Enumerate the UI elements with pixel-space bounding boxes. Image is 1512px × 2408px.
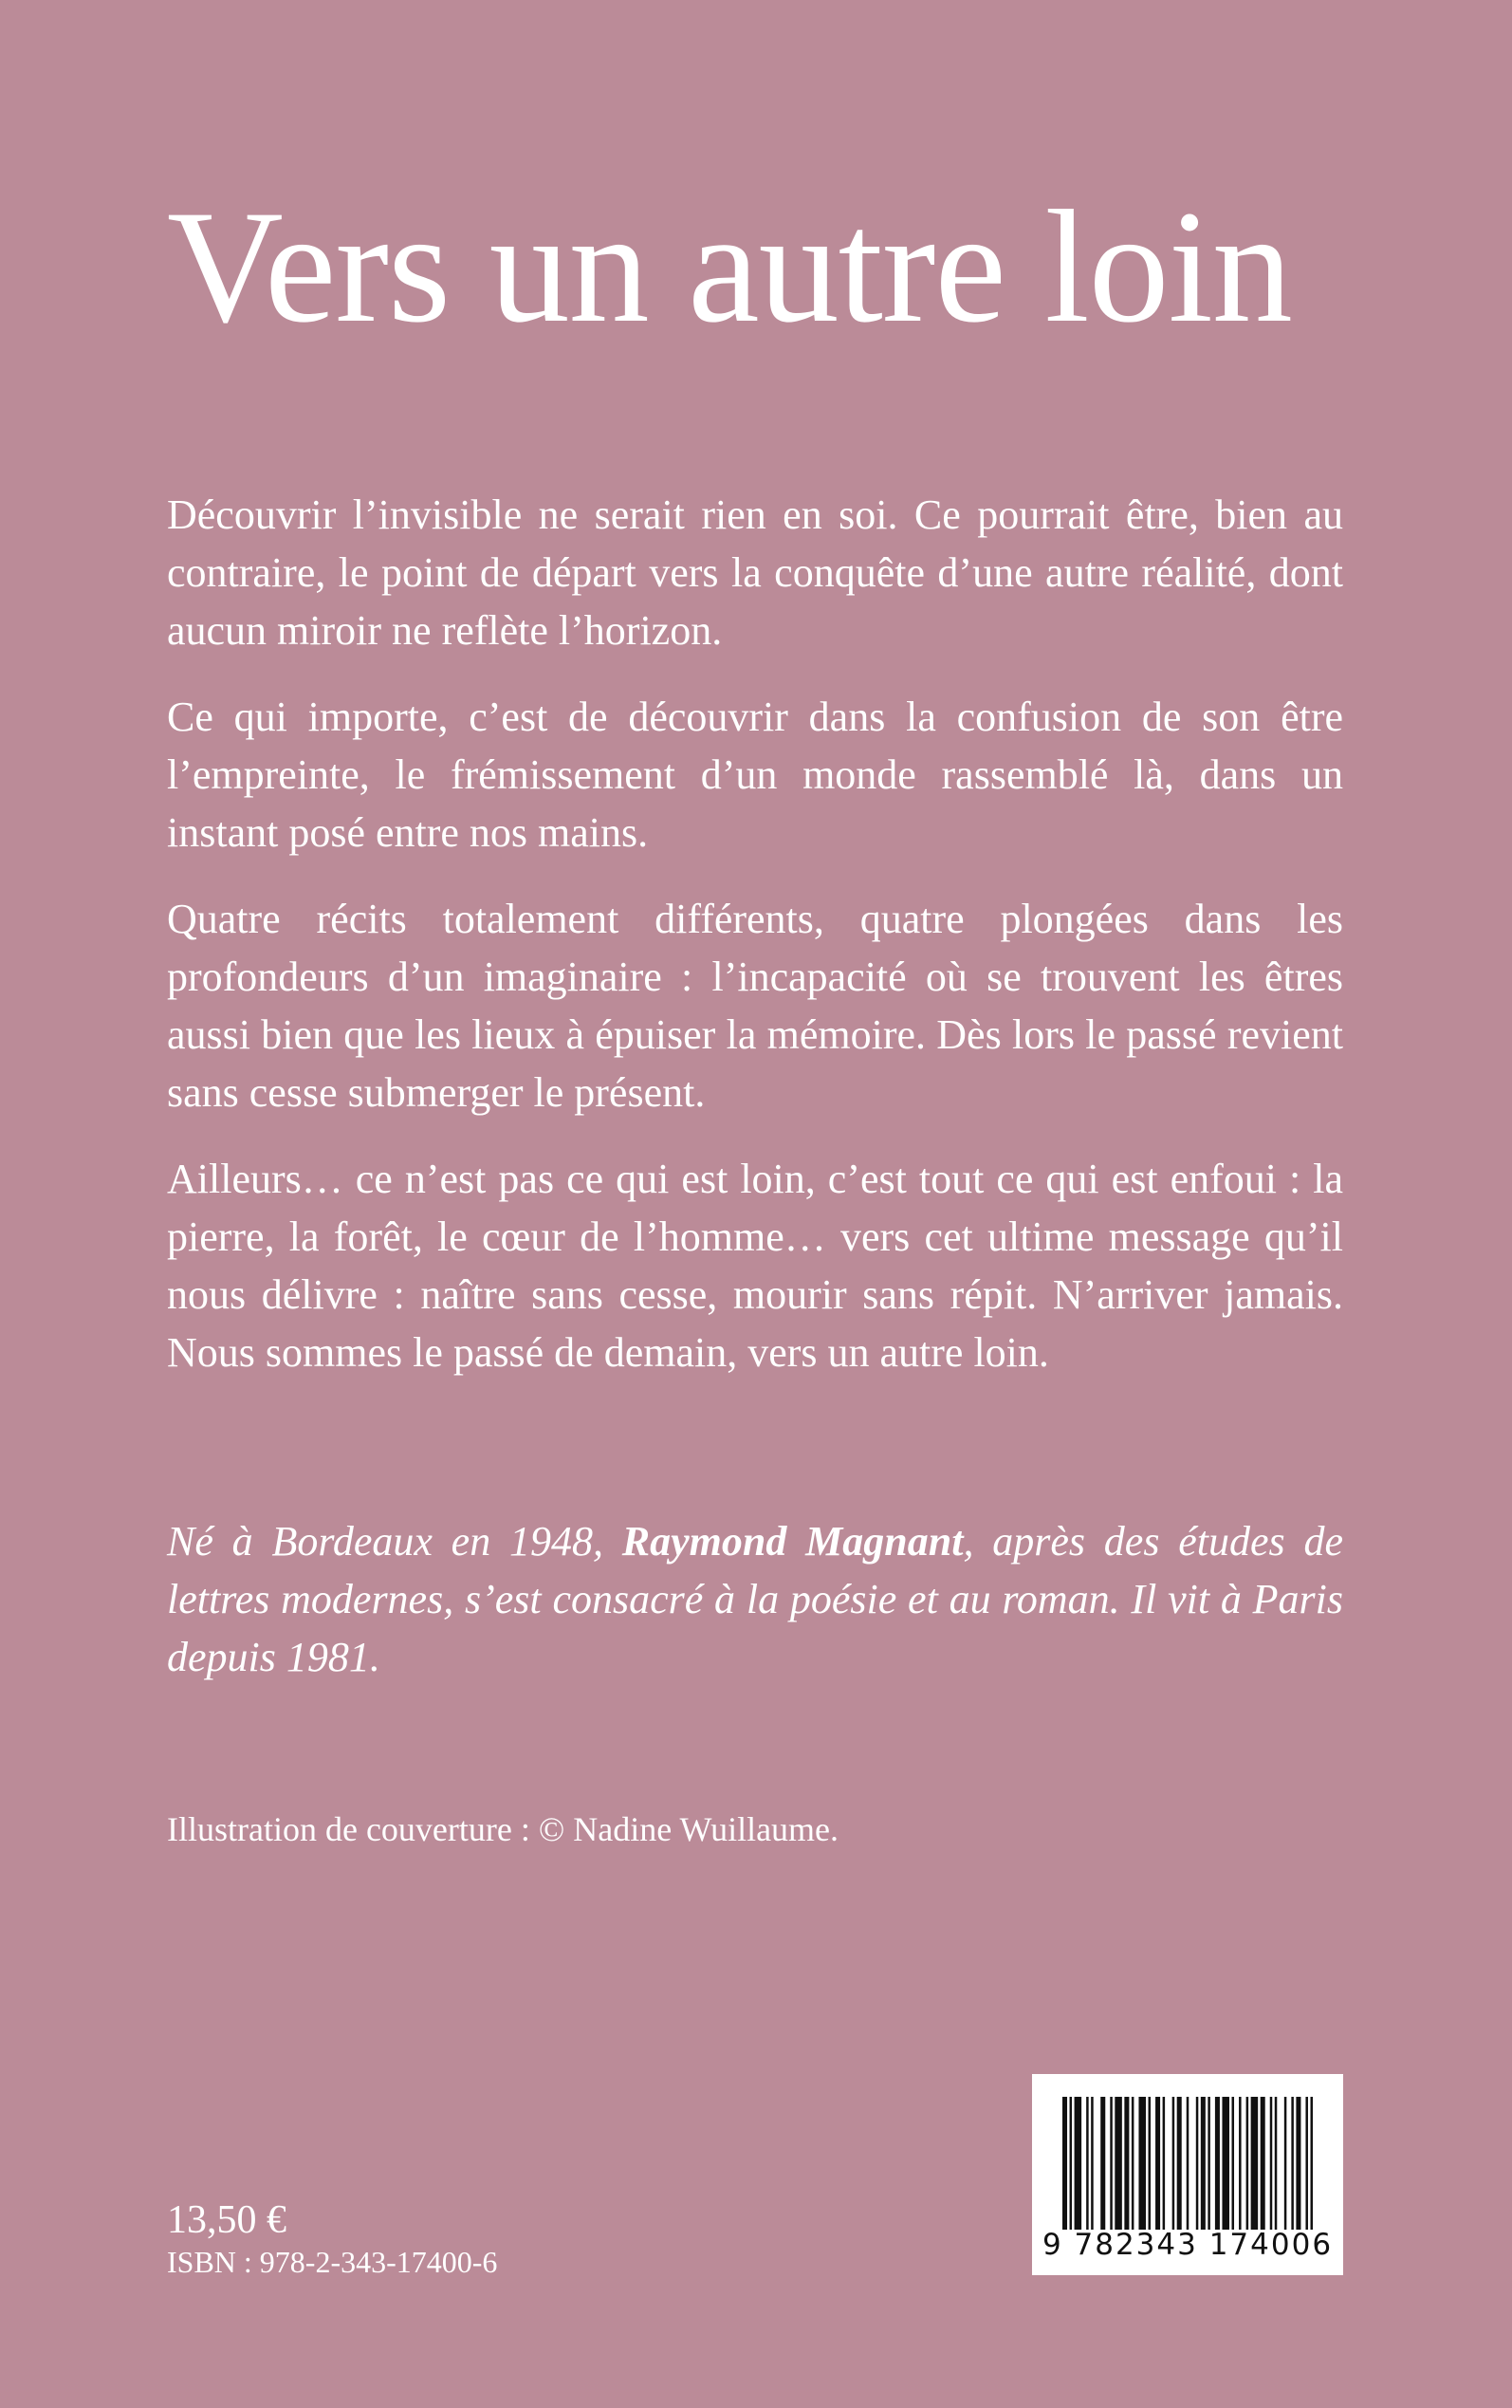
barcode-bar [1232, 2097, 1235, 2230]
barcode-bar [1251, 2097, 1259, 2230]
barcode-bar [1132, 2097, 1134, 2230]
barcode [1032, 2074, 1343, 2275]
barcode-bar [1201, 2097, 1206, 2230]
barcode-bar [1296, 2097, 1300, 2230]
barcode-bar [1163, 2097, 1166, 2230]
blurb-paragraph: Ce qui importe, c’est de découvrir dans la confusion de son être l’empreinte, le frémissement d’un monde rassemblé là, dans un instant posé entre nos mains. [167, 694, 1343, 856]
barcode-bar [1208, 2097, 1210, 2230]
blurb-paragraph: Ailleurs… ce n’est pas ce qui est loin, c’est tout ce qui est enfoui : la pierre, la forêt, le cœur de l’homme… vers cet ultime message qu’il nous délivre : naître sans cesse, mourir sans répit. N’arriver jamais. Nous sommes le passé de demain, vers un autre loin. [167, 1156, 1343, 1376]
barcode-bar [1222, 2097, 1229, 2230]
barcode-bar [1075, 2097, 1082, 2230]
barcode-bar [1124, 2097, 1129, 2230]
barcode-bar [1187, 2097, 1189, 2230]
author-name: Raymond Magnant [621, 1518, 964, 1565]
barcode-bar [1215, 2097, 1220, 2230]
barcode-bar [1177, 2097, 1182, 2230]
blurb-paragraph: Quatre récits totalement différents, quatre plongées dans les profondeurs d’un imaginaire : l’incapacité où se trouvent les êtres aussi bien que les lieux à épuiser la mémoire. Dès lors le passé revient sans cesse submerger le présent. [167, 896, 1343, 1116]
barcode-bar [1275, 2097, 1278, 2230]
cover-illustration-credit: Illustration de couverture : © Nadine Wuillaume. [167, 1810, 839, 1848]
barcode-bar [1291, 2097, 1294, 2230]
barcode-bar [1149, 2097, 1152, 2230]
barcode-bar [1091, 2097, 1094, 2230]
barcode-bars-icon [1062, 2097, 1313, 2230]
barcode-bar [1246, 2097, 1249, 2230]
price: 13,50 € [167, 2198, 286, 2242]
author-bio-intro: Né à Bordeaux en 1948, [167, 1518, 622, 1565]
barcode-bar [1138, 2097, 1146, 2230]
barcode-bar [1196, 2097, 1199, 2230]
blurb-text [167, 486, 1343, 1410]
barcode-bar [1100, 2097, 1105, 2230]
book-title: Vers un autre loin [167, 177, 1292, 356]
barcode-bar [1172, 2097, 1175, 2230]
barcode-bar [1305, 2097, 1308, 2230]
barcode-bar [1062, 2097, 1067, 2230]
barcode-bar [1270, 2097, 1273, 2230]
barcode-bar [1155, 2097, 1160, 2230]
author-bio [167, 1512, 1343, 1686]
barcode-bar [1310, 2097, 1313, 2230]
barcode-bar [1284, 2097, 1287, 2230]
barcode-bar [1239, 2097, 1242, 2230]
author-bio-rest: , après des études de lettres modernes, s’est consacré à la poésie et au roman. Il vit à Paris depuis 1981. [167, 1518, 1343, 1680]
barcode-number: 9 782343 174006 [1042, 2228, 1334, 2262]
barcode-bar [1261, 2097, 1265, 2230]
isbn: ISBN : 978-2-343-17400-6 [167, 2245, 498, 2279]
blurb-paragraph: Découvrir l’invisible ne serait rien en soi. Ce pourrait être, bien au contraire, le point de départ vers la conquête d’une autre réalité, dont aucun miroir ne reflète l’horizon. [167, 491, 1343, 654]
barcode-bar [1070, 2097, 1073, 2230]
barcode-bar [1110, 2097, 1113, 2230]
barcode-bar [1115, 2097, 1122, 2230]
barcode-bar [1086, 2097, 1089, 2230]
